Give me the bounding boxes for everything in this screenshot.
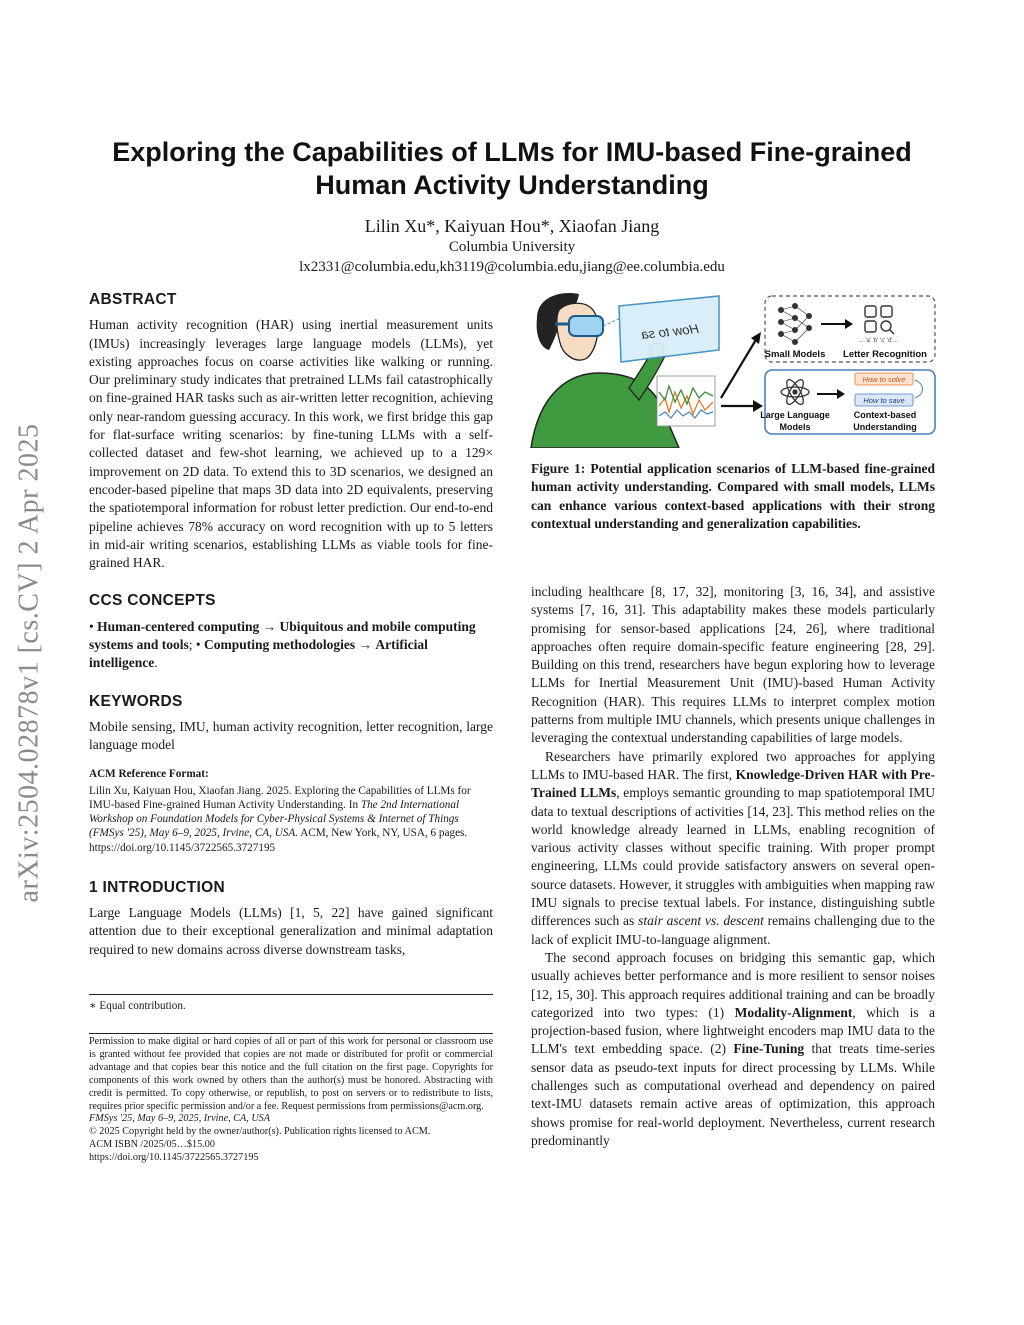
vr-goggles: [569, 316, 603, 336]
how-to-save-label: How to save: [863, 396, 905, 405]
figure-illustration: [529, 288, 939, 448]
p2-italic-term: stair ascent vs. descent: [638, 913, 764, 929]
mirror-text: How to sa: [640, 320, 700, 342]
p3-bold-term-2: Fine-Tuning: [733, 1041, 805, 1057]
arxiv-stamp-text: arXiv:2504.02878v1 [cs.CV] 2 Apr 2025: [13, 423, 44, 903]
ccs-text: • Human-centered computing → Ubiquitous and mobile computing systems and tools; • Computing methodologies → Artificial intelligence.: [89, 618, 476, 671]
footnote: ∗ Equal contribution.: [89, 1000, 186, 1012]
ccs-heading: CCS CONCEPTS: [89, 592, 216, 610]
p2-text-e: remains challenging due to the lack of explicit IMU-to-language alignment.: [531, 913, 935, 947]
paper-title: Exploring the Capabilities of LLMs for IMU-based Fine-grained Human Activity Understanding: [112, 137, 912, 200]
permission-isbn: ACM ISBN /2025/05…$15.00: [89, 1139, 215, 1151]
p3-text-c: , which is a projection-based fusion, where lightweight encoders map IMU data to the LLM's text embedding space. (2): [531, 1004, 935, 1057]
permission-venue: FMSys '25, May 6–9, 2025, Irvine, CA, USA: [89, 1113, 270, 1125]
ccs-target-1: Ubiquitous and mobile computing systems and tools: [89, 618, 476, 653]
letters-hint: …'a' 'b' 'c' 'd'…: [859, 338, 899, 344]
acm-ref-text: [89, 784, 493, 855]
arxiv-stamp: [2, 368, 56, 958]
left-column: [89, 291, 493, 959]
abstract-text: Human activity recognition (HAR) using inertial measurement units (IMUs) increasingly leverages large language models (LLMs), yet existing approaches focus on coarse activities like walking or running. Our preliminary study indicates that pretrained LLMs fail catastrophically on fine-grained HAR tasks such as air-written letter recognition, achieving only near-random guessing accuracy. In this work, we first bridge this gap for flat-surface writing scenarios: by fine-tuning LLMs with a self-collected dataset and few-shot learning, we achieved up to a 129× improvement on 2D data. To extend this to 3D scenarios, we designed an encoder-based pipeline that maps 3D data into 2D equivalents, preserving the spatiotemporal information for robust letter prediction. Our end-to-end pipeline achieves 78% accuracy on word recognition with up to 5 letters in mid-air writing scenarios, establishing LLMs as viable tools for fine-grained HAR.: [89, 317, 493, 571]
small-models-label: Small Models: [764, 349, 826, 360]
p3-text-e: that treats time-series sensor data as pseudo-text inputs for direct processing by LLMs. While challenges such as computational overhead and dependency on paired text-IMU datasets remain active areas of optimization, this approach shows promise for real-world deployment. Nevertheless, current research predominantly: [531, 1041, 935, 1148]
p2-text-a: Researchers have primarily explored two approaches for applying LLMs to IMU-based HAR. The first,: [531, 748, 935, 782]
letter-recognition-label: Letter Recognition: [843, 349, 927, 360]
permission-text: Permission to make digital or hard copies of all or part of this work for personal or classroom use is granted without fee provided that copies are not made or distributed for profit or commercial advantage and that copies bear this notice and the full citation on the first page. Copyrights for components of this work owned by others than the author(s) must be honored. Abstracting with credit is permitted. To copy otherwise, or republish, to post on servers or to redistribute to lists, requires prior specific permission and/or a fee. Request permissions from permissions@acm.org.: [89, 1036, 493, 1112]
right-paragraph-3: [531, 949, 935, 1150]
acm-ref-venue: The 2nd International Workshop on Foundation Models for Cyber-Physical Systems & Internet of Things (FMSys '25), May 6–9, 2025, Irvine, CA, USA.: [89, 798, 460, 840]
permission-doi: https://doi.org/10.1145/3722565.3727195: [89, 1152, 259, 1164]
p3-text-a: The second approach focuses on bridging this semantic gap, which usually achieves better performance and is more resilient to sensor noises [12, 15, 30]. This approach requires additional training and can be broadly categorized into two types: (1): [531, 949, 935, 1020]
acm-ref-suffix: ACM, New York, NY, USA, 6 pages. https://doi.org/10.1145/3722565.3727195: [89, 827, 468, 854]
projection-line: [603, 318, 621, 326]
models-label: Models: [779, 422, 811, 432]
emails: lx2331@columbia.edu,kh3119@columbia.edu,jiang@ee.columbia.edu: [299, 259, 725, 275]
permission-copyright: © 2025 Copyright held by the owner/author(s). Publication rights licensed to ACM.: [89, 1126, 431, 1138]
how-to-solve-label: How to solve: [862, 375, 906, 384]
authors: Lilin Xu*, Kaiyuan Hou*, Xiaofan Jiang: [364, 216, 660, 236]
intro-heading: 1 INTRODUCTION: [89, 878, 225, 896]
permission-block: [89, 1036, 493, 1165]
right-column: [531, 583, 935, 1150]
figure-caption: Figure 1: Potential application scenarios of LLM-based fine-grained human activity understanding. Compared with small models, LLMs can enhance various context-based applications with their strong contextual understanding and generalization capabilities.: [531, 461, 935, 531]
arrow-head-up: [751, 332, 761, 344]
ccs-arrow-2: →: [358, 637, 373, 653]
abstract-heading: ABSTRACT: [89, 291, 177, 308]
arrow-to-small-models: [721, 338, 757, 398]
p2-text-c: , employs semantic grounding to map spatiotemporal IMU data to textual descriptions of activities [14, 23]. This method relies on the world knowledge already learned in LLMs, enabling recognition of various activity classes without specific training. With proper prompt engineering, LLMs could provide satisfactory answers on several open-source datasets. However, it struggles with ambiguities when mapping raw IMU signals to precise textual labels. For instance, distinguishing subtle differences such as: [531, 785, 935, 929]
keywords-heading: KEYWORDS: [89, 692, 183, 710]
ccs-target-2: Artificial intelligence: [89, 637, 428, 671]
intro-text: Large Language Models (LLMs) [1, 5, 22] have gained significant attention due to their exceptional generalization and minimal adaptation required to new domains across diverse downstream tasks,: [89, 905, 493, 957]
p2-bold-term: Knowledge-Driven HAR with Pre-Trained LLMs: [531, 766, 935, 801]
ccs-concept-2: Computing methodologies: [204, 637, 356, 653]
ccs-arrow-1: →: [262, 618, 277, 634]
context-based-label: Context-based: [853, 410, 917, 420]
acm-ref-heading: ACM Reference Format:: [89, 767, 209, 780]
keywords-text: Mobile sensing, IMU, human activity recognition, letter recognition, large language model: [89, 718, 493, 753]
figure-1: [529, 288, 939, 448]
understanding-label: Understanding: [853, 422, 917, 432]
large-language-label: Large Language: [760, 410, 830, 420]
acm-ref-prefix: Lilin Xu, Kaiyuan Hou, Xiaofan Jiang. 2025. Exploring the Capabilities of LLMs for IMU-based Fine-grained Human Activity Understanding. In: [89, 784, 471, 811]
footnote-rule: [89, 994, 493, 995]
right-paragraph-1: including healthcare [8, 17, 32], monitoring [3, 16, 34], and assistive systems [7, 16, 31]. This adaptability makes these models particularly promising for sensor-based applications [24, 26], where traditional approaches often require domain-specific feature engineering [28, 29]. Building on this trend, researchers have begun exploring how to leverage LLMs for Inertial Measurement Unit (IMU)-based Human Activity Recognition (HAR). This requires LLMs to interpret complex motion patterns from multiple IMU channels, which presents unique challenges in leveraging the contextual understanding capabilities of large models.: [531, 584, 935, 746]
affiliation: Columbia University: [448, 239, 576, 255]
ccs-concept-1: Human-centered computing: [97, 618, 260, 634]
right-paragraph-2: [531, 748, 935, 949]
p3-bold-term-1: Modality-Alignment: [734, 1004, 853, 1020]
permission-rule: [89, 1033, 493, 1034]
